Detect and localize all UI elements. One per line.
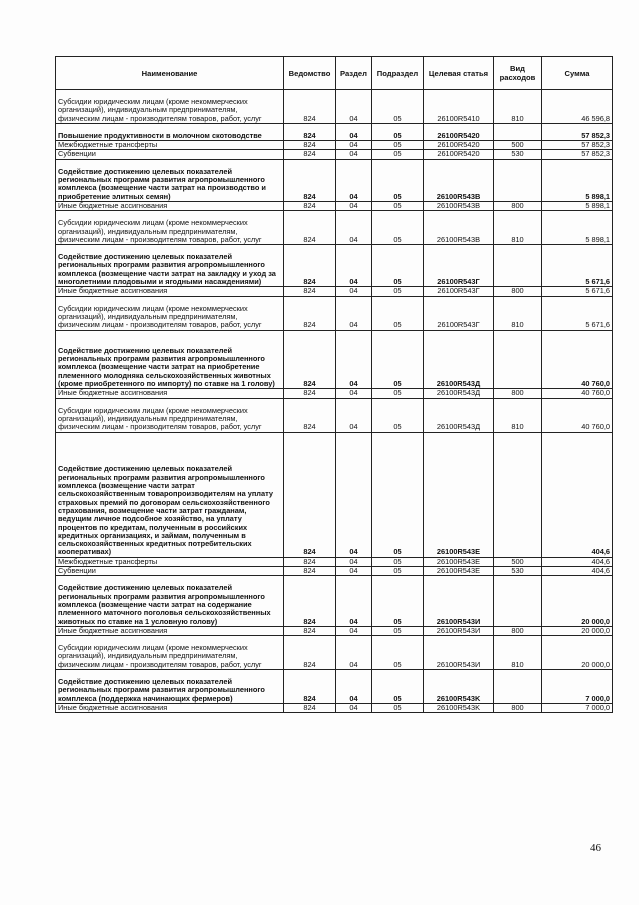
cell-vid: 530 xyxy=(494,567,542,576)
cell-name: Субсидии юридическим лицам (кроме некоммерческих организаций), индивидуальным предпринимателям, физическим лицам - производителям товаров, работ, услуг xyxy=(56,398,284,432)
cell-target: 26100R543B xyxy=(424,159,494,201)
header-razdel: Раздел xyxy=(336,57,372,90)
cell-podrazdel: 05 xyxy=(372,330,424,389)
cell-target: 26100R543B xyxy=(424,201,494,210)
cell-sum: 40 760,0 xyxy=(542,398,613,432)
cell-name: Межбюджетные трансферты xyxy=(56,557,284,566)
cell-ved: 824 xyxy=(284,389,336,398)
cell-podrazdel: 05 xyxy=(372,245,424,287)
cell-sum: 46 596,8 xyxy=(542,90,613,124)
cell-sum: 404,6 xyxy=(542,432,613,557)
cell-ved: 824 xyxy=(284,567,336,576)
cell-sum: 40 760,0 xyxy=(542,330,613,389)
cell-vid: 810 xyxy=(494,636,542,670)
table-row xyxy=(56,398,613,432)
cell-ved: 824 xyxy=(284,211,336,245)
cell-name: Иные бюджетные ассигнования xyxy=(56,201,284,210)
cell-vid: 800 xyxy=(494,703,542,712)
cell-ved: 824 xyxy=(284,432,336,557)
table-row xyxy=(56,576,613,627)
cell-vid: 800 xyxy=(494,287,542,296)
cell-name: Иные бюджетные ассигнования xyxy=(56,287,284,296)
cell-name: Повышение продуктивности в молочном скотоводстве xyxy=(56,123,284,140)
cell-razdel: 04 xyxy=(336,90,372,124)
cell-name: Содействие достижению целевых показателей региональных программ развития агропромышленного комплекса (возмещение части затрат на содержание племенного маточного поголовья сельскохозяйственных животных по ставке на 1 условную голову) xyxy=(56,576,284,627)
cell-target: 26100R5420 xyxy=(424,150,494,159)
cell-vid: 530 xyxy=(494,150,542,159)
table-row xyxy=(56,159,613,201)
cell-vid: 500 xyxy=(494,141,542,150)
cell-name: Иные бюджетные ассигнования xyxy=(56,389,284,398)
cell-razdel: 04 xyxy=(336,245,372,287)
cell-name: Субсидии юридическим лицам (кроме некоммерческих организаций), индивидуальным предпринимателям, физическим лицам - производителям товаров, работ, услуг xyxy=(56,90,284,124)
cell-name: Субвенции xyxy=(56,567,284,576)
cell-podrazdel: 05 xyxy=(372,398,424,432)
table-row xyxy=(56,141,613,150)
cell-ved: 824 xyxy=(284,141,336,150)
cell-vid: 810 xyxy=(494,211,542,245)
cell-target: 26100R543И xyxy=(424,636,494,670)
cell-podrazdel: 05 xyxy=(372,557,424,566)
cell-sum: 57 852,3 xyxy=(542,123,613,140)
table-row xyxy=(56,245,613,287)
cell-ved: 824 xyxy=(284,636,336,670)
cell-ved: 824 xyxy=(284,669,336,703)
cell-target: 26100R543Г xyxy=(424,296,494,330)
cell-target: 26100R543Д xyxy=(424,330,494,389)
cell-sum: 20 000,0 xyxy=(542,576,613,627)
table-row xyxy=(56,150,613,159)
budget-table xyxy=(55,56,613,713)
cell-target: 26100R5410 xyxy=(424,90,494,124)
cell-target: 26100R543K xyxy=(424,703,494,712)
table-row xyxy=(56,669,613,703)
cell-podrazdel: 05 xyxy=(372,211,424,245)
cell-sum: 5 671,6 xyxy=(542,245,613,287)
cell-ved: 824 xyxy=(284,201,336,210)
cell-razdel: 04 xyxy=(336,150,372,159)
cell-ved: 824 xyxy=(284,576,336,627)
cell-target: 26100R543E xyxy=(424,432,494,557)
cell-podrazdel: 05 xyxy=(372,636,424,670)
cell-razdel: 04 xyxy=(336,567,372,576)
cell-sum: 5 671,6 xyxy=(542,296,613,330)
table-row xyxy=(56,703,613,712)
cell-sum: 20 000,0 xyxy=(542,636,613,670)
header-name: Наименование xyxy=(56,57,284,90)
table-row xyxy=(56,201,613,210)
cell-name: Субсидии юридическим лицам (кроме некоммерческих организаций), индивидуальным предпринимателям, физическим лицам - производителям товаров, работ, услуг xyxy=(56,296,284,330)
table-body xyxy=(56,90,613,713)
header-podrazdel: Подраздел xyxy=(372,57,424,90)
table-row xyxy=(56,123,613,140)
table-row xyxy=(56,90,613,124)
cell-podrazdel: 05 xyxy=(372,150,424,159)
cell-target: 26100R543Г xyxy=(424,245,494,287)
cell-podrazdel: 05 xyxy=(372,287,424,296)
cell-target: 26100R543И xyxy=(424,576,494,627)
table-row xyxy=(56,557,613,566)
cell-podrazdel: 05 xyxy=(372,296,424,330)
cell-ved: 824 xyxy=(284,626,336,635)
cell-target: 26100R543Д xyxy=(424,398,494,432)
cell-ved: 824 xyxy=(284,703,336,712)
cell-sum: 7 000,0 xyxy=(542,703,613,712)
cell-ved: 824 xyxy=(284,557,336,566)
cell-target: 26100R543E xyxy=(424,557,494,566)
cell-sum: 5 898,1 xyxy=(542,211,613,245)
cell-razdel: 04 xyxy=(336,398,372,432)
cell-name: Субвенции xyxy=(56,150,284,159)
table-row xyxy=(56,636,613,670)
cell-razdel: 04 xyxy=(336,576,372,627)
cell-razdel: 04 xyxy=(336,201,372,210)
cell-vid xyxy=(494,159,542,201)
cell-ved: 824 xyxy=(284,245,336,287)
cell-ved: 824 xyxy=(284,398,336,432)
table-row xyxy=(56,567,613,576)
header-target: Целевая статья xyxy=(424,57,494,90)
cell-vid: 800 xyxy=(494,201,542,210)
cell-podrazdel: 05 xyxy=(372,703,424,712)
cell-razdel: 04 xyxy=(336,211,372,245)
table-row xyxy=(56,432,613,557)
cell-ved: 824 xyxy=(284,287,336,296)
cell-name: Содействие достижению целевых показателей региональных программ развития агропромышленного комплекса (возмещение части затрат сельскохозяйственным товаропроизводителям на уплату страховых премий по договорам сельскохозяйственного страхования, возмещение части затрат гражданам, ведущим личное подсобное хозяйство, на уплату процентов по кредитам, полученным в российских кредитных организациях, и займам, полученным в сельскохозяйственных кредитных потребительских кооперативах) xyxy=(56,432,284,557)
table-row xyxy=(56,211,613,245)
cell-target: 26100R543B xyxy=(424,211,494,245)
cell-sum: 5 898,1 xyxy=(542,201,613,210)
cell-sum: 5 671,6 xyxy=(542,287,613,296)
cell-podrazdel: 05 xyxy=(372,90,424,124)
cell-razdel: 04 xyxy=(336,287,372,296)
cell-sum: 20 000,0 xyxy=(542,626,613,635)
cell-vid xyxy=(494,245,542,287)
cell-vid: 810 xyxy=(494,296,542,330)
cell-sum: 57 852,3 xyxy=(542,141,613,150)
cell-target: 26100R5420 xyxy=(424,141,494,150)
page-number: 46 xyxy=(590,842,601,854)
cell-ved: 824 xyxy=(284,296,336,330)
cell-razdel: 04 xyxy=(336,159,372,201)
cell-ved: 824 xyxy=(284,90,336,124)
cell-razdel: 04 xyxy=(336,141,372,150)
cell-razdel: 04 xyxy=(336,330,372,389)
cell-sum: 5 898,1 xyxy=(542,159,613,201)
cell-sum: 404,6 xyxy=(542,567,613,576)
cell-razdel: 04 xyxy=(336,626,372,635)
table-row xyxy=(56,626,613,635)
cell-name: Содействие достижению целевых показателей региональных программ развития агропромышленного комплекса (возмещение части затрат на закладку и уход за многолетними плодовыми и ягодными насаждениями) xyxy=(56,245,284,287)
cell-name: Межбюджетные трансферты xyxy=(56,141,284,150)
cell-name: Содействие достижению целевых показателей региональных программ развития агропромышленного комплекса (возмещение части затрат на производство и приобретение элитных семян) xyxy=(56,159,284,201)
cell-razdel: 04 xyxy=(336,636,372,670)
cell-ved: 824 xyxy=(284,150,336,159)
cell-vid: 800 xyxy=(494,626,542,635)
cell-podrazdel: 05 xyxy=(372,567,424,576)
cell-sum: 40 760,0 xyxy=(542,389,613,398)
cell-podrazdel: 05 xyxy=(372,432,424,557)
cell-podrazdel: 05 xyxy=(372,576,424,627)
cell-podrazdel: 05 xyxy=(372,669,424,703)
cell-razdel: 04 xyxy=(336,296,372,330)
cell-razdel: 04 xyxy=(336,389,372,398)
cell-podrazdel: 05 xyxy=(372,389,424,398)
cell-vid xyxy=(494,432,542,557)
cell-podrazdel: 05 xyxy=(372,626,424,635)
cell-podrazdel: 05 xyxy=(372,123,424,140)
cell-target: 26100R543K xyxy=(424,669,494,703)
cell-vid: 800 xyxy=(494,389,542,398)
cell-name: Иные бюджетные ассигнования xyxy=(56,703,284,712)
cell-target: 26100R543И xyxy=(424,626,494,635)
cell-vid: 500 xyxy=(494,557,542,566)
cell-vid xyxy=(494,123,542,140)
cell-razdel: 04 xyxy=(336,557,372,566)
cell-target: 26100R5420 xyxy=(424,123,494,140)
header-sum: Сумма xyxy=(542,57,613,90)
cell-razdel: 04 xyxy=(336,703,372,712)
cell-vid: 810 xyxy=(494,398,542,432)
header-ved: Ведомство xyxy=(284,57,336,90)
cell-ved: 824 xyxy=(284,330,336,389)
table-row xyxy=(56,389,613,398)
cell-vid xyxy=(494,330,542,389)
cell-razdel: 04 xyxy=(336,432,372,557)
cell-sum: 404,6 xyxy=(542,557,613,566)
cell-target: 26100R543E xyxy=(424,567,494,576)
cell-ved: 824 xyxy=(284,159,336,201)
cell-name: Субсидии юридическим лицам (кроме некоммерческих организаций), индивидуальным предпринимателям, физическим лицам - производителям товаров, работ, услуг xyxy=(56,636,284,670)
table-row xyxy=(56,296,613,330)
cell-target: 26100R543Г xyxy=(424,287,494,296)
cell-sum: 57 852,3 xyxy=(542,150,613,159)
cell-name: Содействие достижению целевых показателей региональных программ развития агропромышленного комплекса (возмещение части затрат на приобретение племенного молодняка сельскохозяйственных животных (кроме приобретенного по импорту) по ставке на 1 голову) xyxy=(56,330,284,389)
cell-vid: 810 xyxy=(494,90,542,124)
cell-name: Содействие достижению целевых показателей региональных программ развития агропромышленного комплекса (поддержка начинающих фермеров) xyxy=(56,669,284,703)
cell-razdel: 04 xyxy=(336,123,372,140)
cell-vid xyxy=(494,576,542,627)
cell-target: 26100R543Д xyxy=(424,389,494,398)
cell-ved: 824 xyxy=(284,123,336,140)
cell-podrazdel: 05 xyxy=(372,201,424,210)
table-row xyxy=(56,330,613,389)
cell-podrazdel: 05 xyxy=(372,141,424,150)
cell-razdel: 04 xyxy=(336,669,372,703)
cell-vid xyxy=(494,669,542,703)
header-vid: Вид расходов xyxy=(494,57,542,90)
table-row xyxy=(56,287,613,296)
cell-name: Иные бюджетные ассигнования xyxy=(56,626,284,635)
cell-sum: 7 000,0 xyxy=(542,669,613,703)
cell-podrazdel: 05 xyxy=(372,159,424,201)
cell-name: Субсидии юридическим лицам (кроме некоммерческих организаций), индивидуальным предпринимателям, физическим лицам - производителям товаров, работ, услуг xyxy=(56,211,284,245)
table-header-row xyxy=(56,57,613,90)
